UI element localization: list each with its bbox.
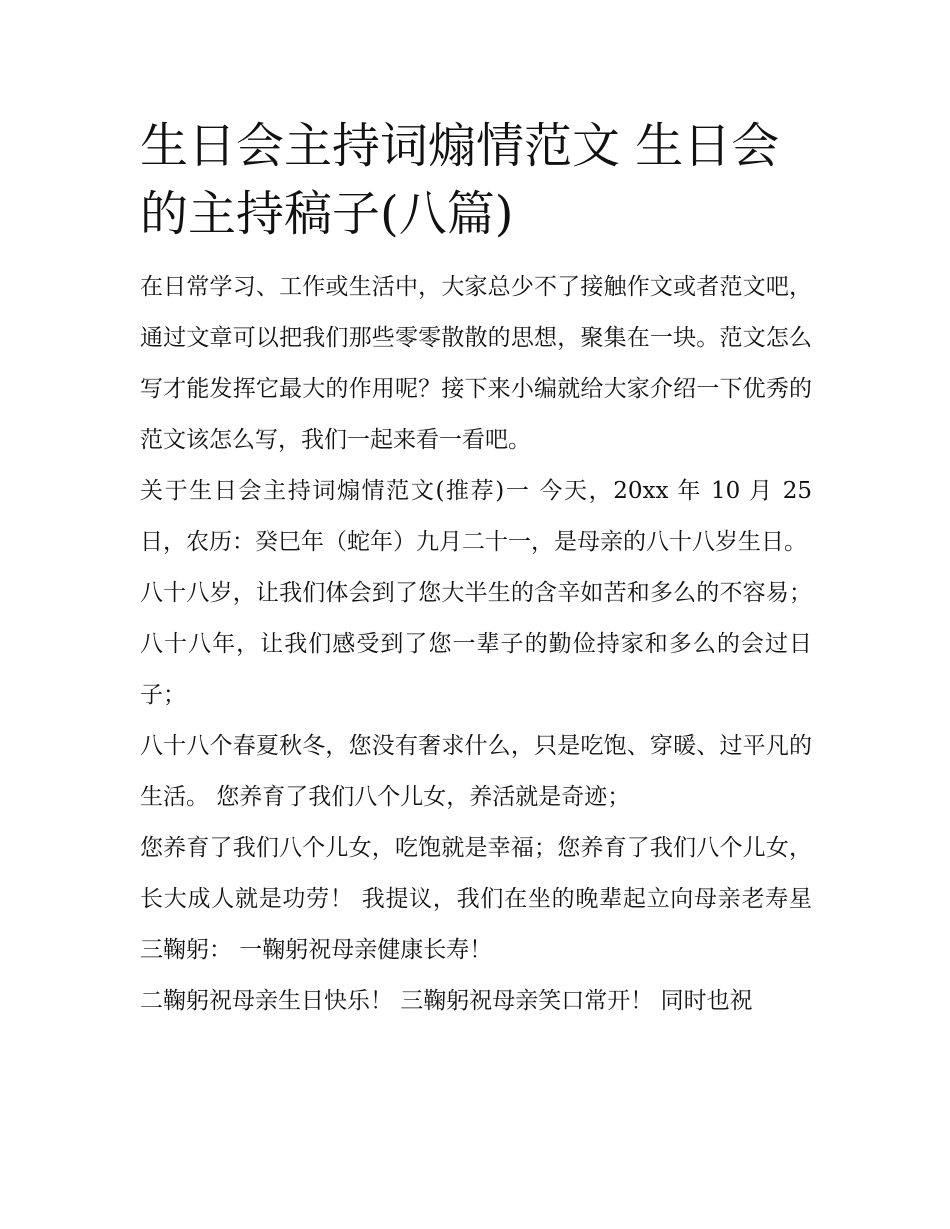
paragraph-bows: 您养育了我们八个儿女，吃饱就是幸福；您养育了我们八个儿女，长大成人就是功劳！ 我提议，我们在坐的晚辈起立向母亲老寿星三鞠躬： 一鞠躬祝母亲健康长寿！ [140, 835, 812, 963]
paragraph-opening: 关于生日会主持词煽情范文(推荐)一 今天，20xx 年 10 月 25 日，农历：癸巳年（蛇年）九月二十一，是母亲的八十八岁生日。 [140, 478, 812, 555]
document-page [140, 112, 812, 1027]
paragraph-seasons: 八十八个春夏秋冬，您没有奢求什么，只是吃饱、穿暖、过平凡的生活。 您养育了我们八个儿女，养活就是奇迹； [140, 733, 812, 810]
paragraph-intro: 在日常学习、工作或生活中，大家总少不了接触作文或者范文吧，通过文章可以把我们那些零零散散的思想，聚集在一块。范文怎么写才能发挥它最大的作用呢？接下来小编就给大家介绍一下优秀的范文该怎么写，我们一起来看一看吧。 [140, 274, 812, 453]
document-title: 生日会主持词煽情范文 生日会的主持稿子(八篇) [140, 118, 780, 242]
paragraph-wishes: 二鞠躬祝母亲生日快乐！ 三鞠躬祝母亲笑口常开！ 同时也祝 [140, 988, 753, 1014]
paragraph-eighty-eight-years: 八十八岁，让我们体会到了您大半生的含辛如苦和多么的不容易； 八十八年，让我们感受到了您一辈子的勤俭持家和多么的会过日子； [140, 580, 812, 708]
